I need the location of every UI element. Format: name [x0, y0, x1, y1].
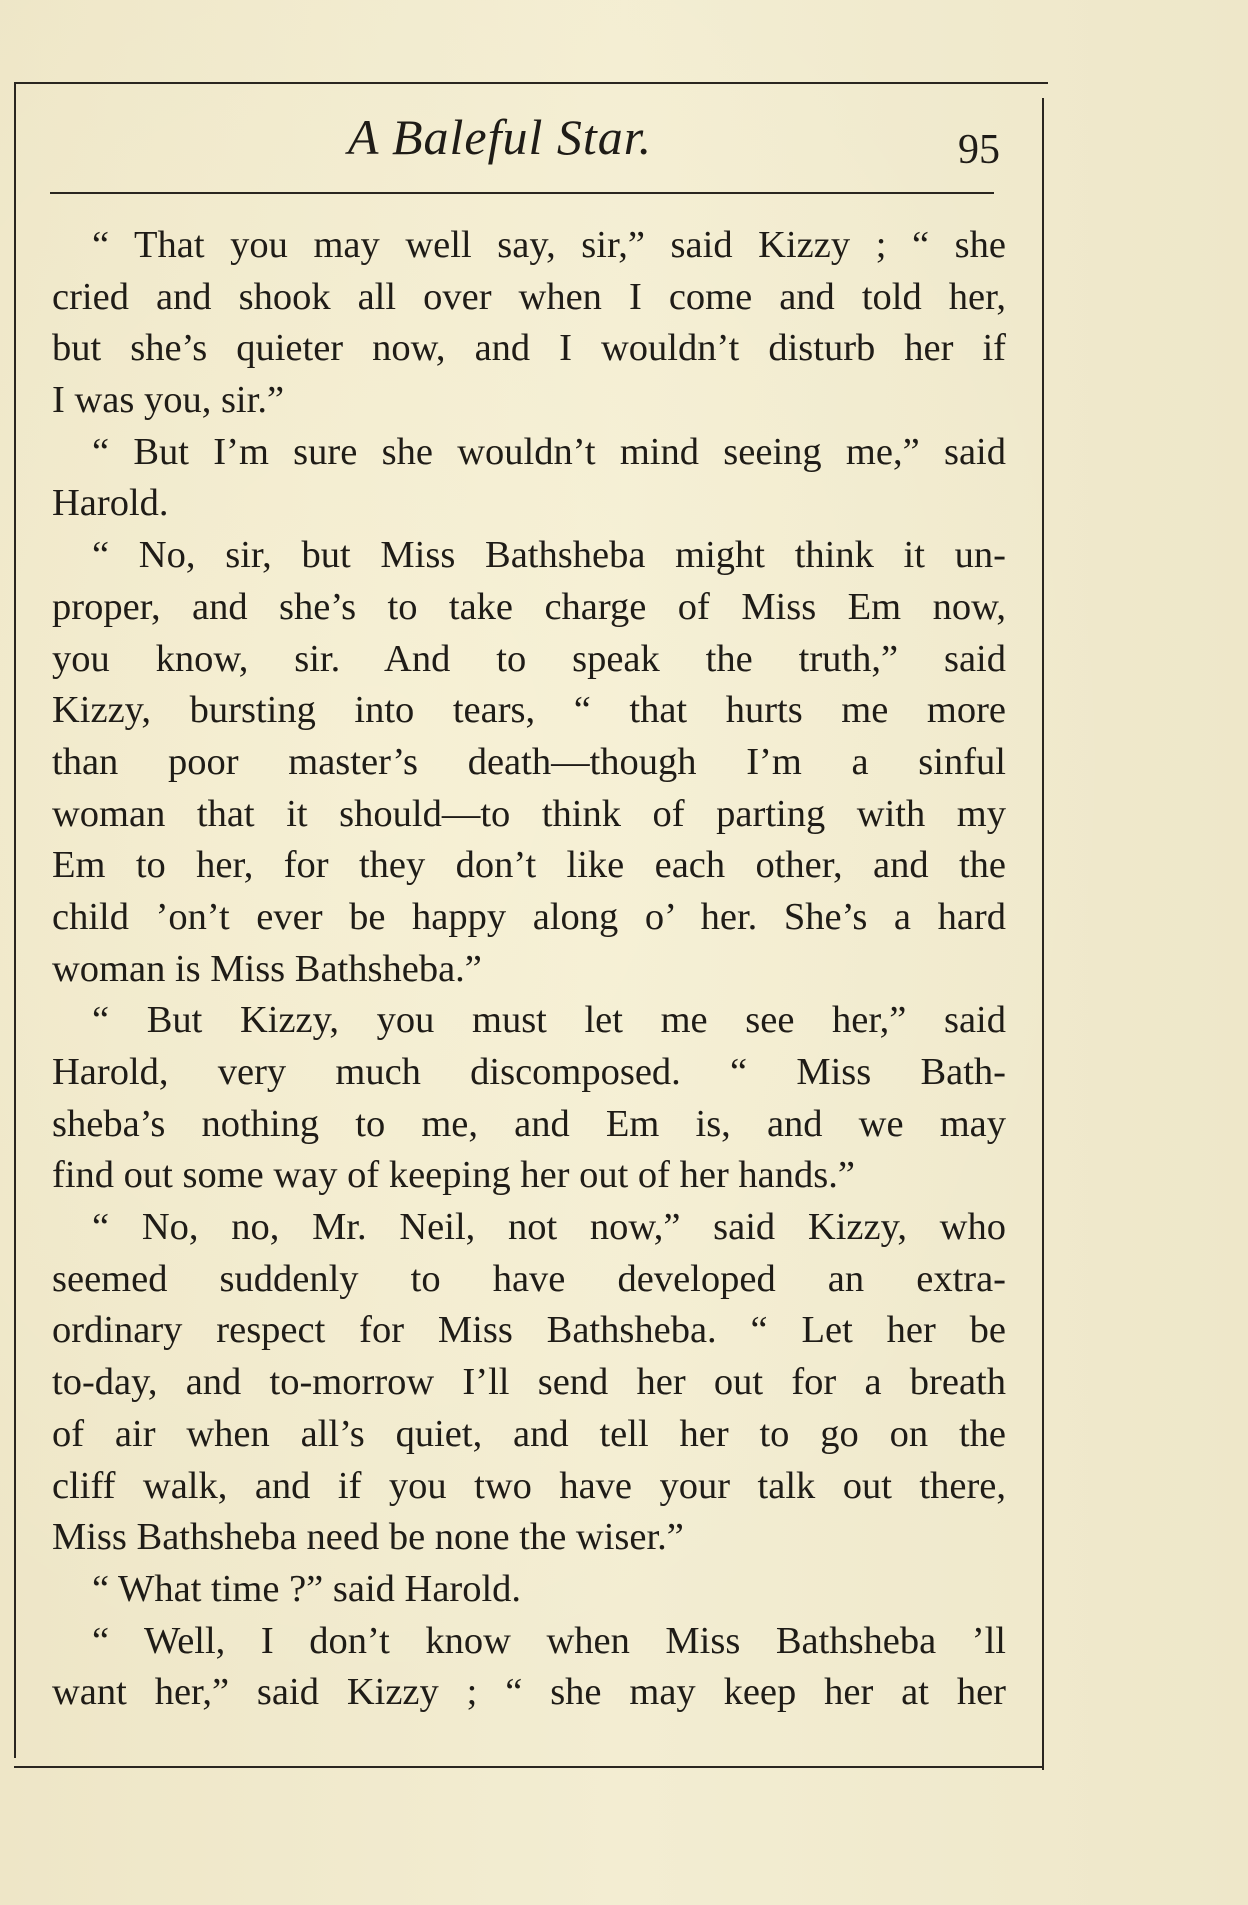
text-line: I was you, sir.” [52, 379, 285, 422]
text-line: Em to her, for they don’t like each other, and the [52, 844, 1006, 887]
text-line: “ No, sir, but Miss Bathsheba might think it un- [92, 534, 1006, 577]
page-number: 95 [958, 127, 1000, 173]
text-line: “ What time ?” said Harold. [92, 1567, 522, 1610]
text-line: child ’on’t ever be happy along o’ her. She’s a hard [52, 895, 1006, 938]
text-line: Harold. [52, 482, 169, 525]
frame-bottom-rule [14, 1766, 1044, 1768]
text-line: seemed suddenly to have developed an extra- [52, 1257, 1006, 1300]
text-line: Kizzy, bursting into tears, “ that hurts me more [52, 689, 1006, 732]
text-line: woman is Miss Bathsheba.” [52, 947, 482, 990]
text-line: Harold, very much discomposed. “ Miss Bath- [52, 1051, 1006, 1093]
frame-top-rule [14, 82, 1048, 84]
text-line: cliff walk, and if you two have your talk out there, [52, 1464, 1006, 1507]
text-line: “ No, no, Mr. Neil, not now,” said Kizzy, who [92, 1206, 1006, 1249]
text-line: than poor master’s death—though I’m a sinful [52, 740, 1006, 783]
header-rule [50, 192, 994, 194]
text-line: “ But Kizzy, you must let me see her,” said [92, 999, 1006, 1042]
text-line: of air when all’s quiet, and tell her to go on the [52, 1412, 1006, 1455]
running-head-title: A Baleful Star. [347, 109, 653, 165]
text-line: ordinary respect for Miss Bathsheba. “ Let her be [52, 1309, 1006, 1352]
text-line: woman that it should—to think of parting with my [52, 792, 1006, 835]
text-line: “ But I’m sure she wouldn’t mind seeing me,” said [92, 430, 1006, 473]
frame-left-rule [14, 82, 16, 1758]
body-text [52, 220, 1006, 1719]
text-line: “ That you may well say, sir,” said Kizzy ; “ she [92, 224, 1006, 266]
text-line: to-day, and to-morrow I’ll send her out for a breath [52, 1361, 1006, 1404]
text-line: but she’s quieter now, and I wouldn’t disturb her if [52, 327, 1006, 370]
text-line: cried and shook all over when I come and told her, [52, 275, 1006, 318]
text-line: sheba’s nothing to me, and Em is, and we may [52, 1102, 1006, 1145]
frame-right-rule [1042, 98, 1044, 1770]
text-line: you know, sir. And to speak the truth,” said [52, 637, 1006, 680]
text-line: want her,” said Kizzy ; “ she may keep her at her [52, 1671, 1006, 1714]
text-line: find out some way of keeping her out of her hands.” [52, 1154, 855, 1197]
text-line: Miss Bathsheba need be none the wiser.” [52, 1516, 684, 1559]
text-line: proper, and she’s to take charge of Miss Em now, [52, 585, 1006, 628]
text-line: “ Well, I don’t know when Miss Bathsheba ’ll [92, 1619, 1006, 1662]
